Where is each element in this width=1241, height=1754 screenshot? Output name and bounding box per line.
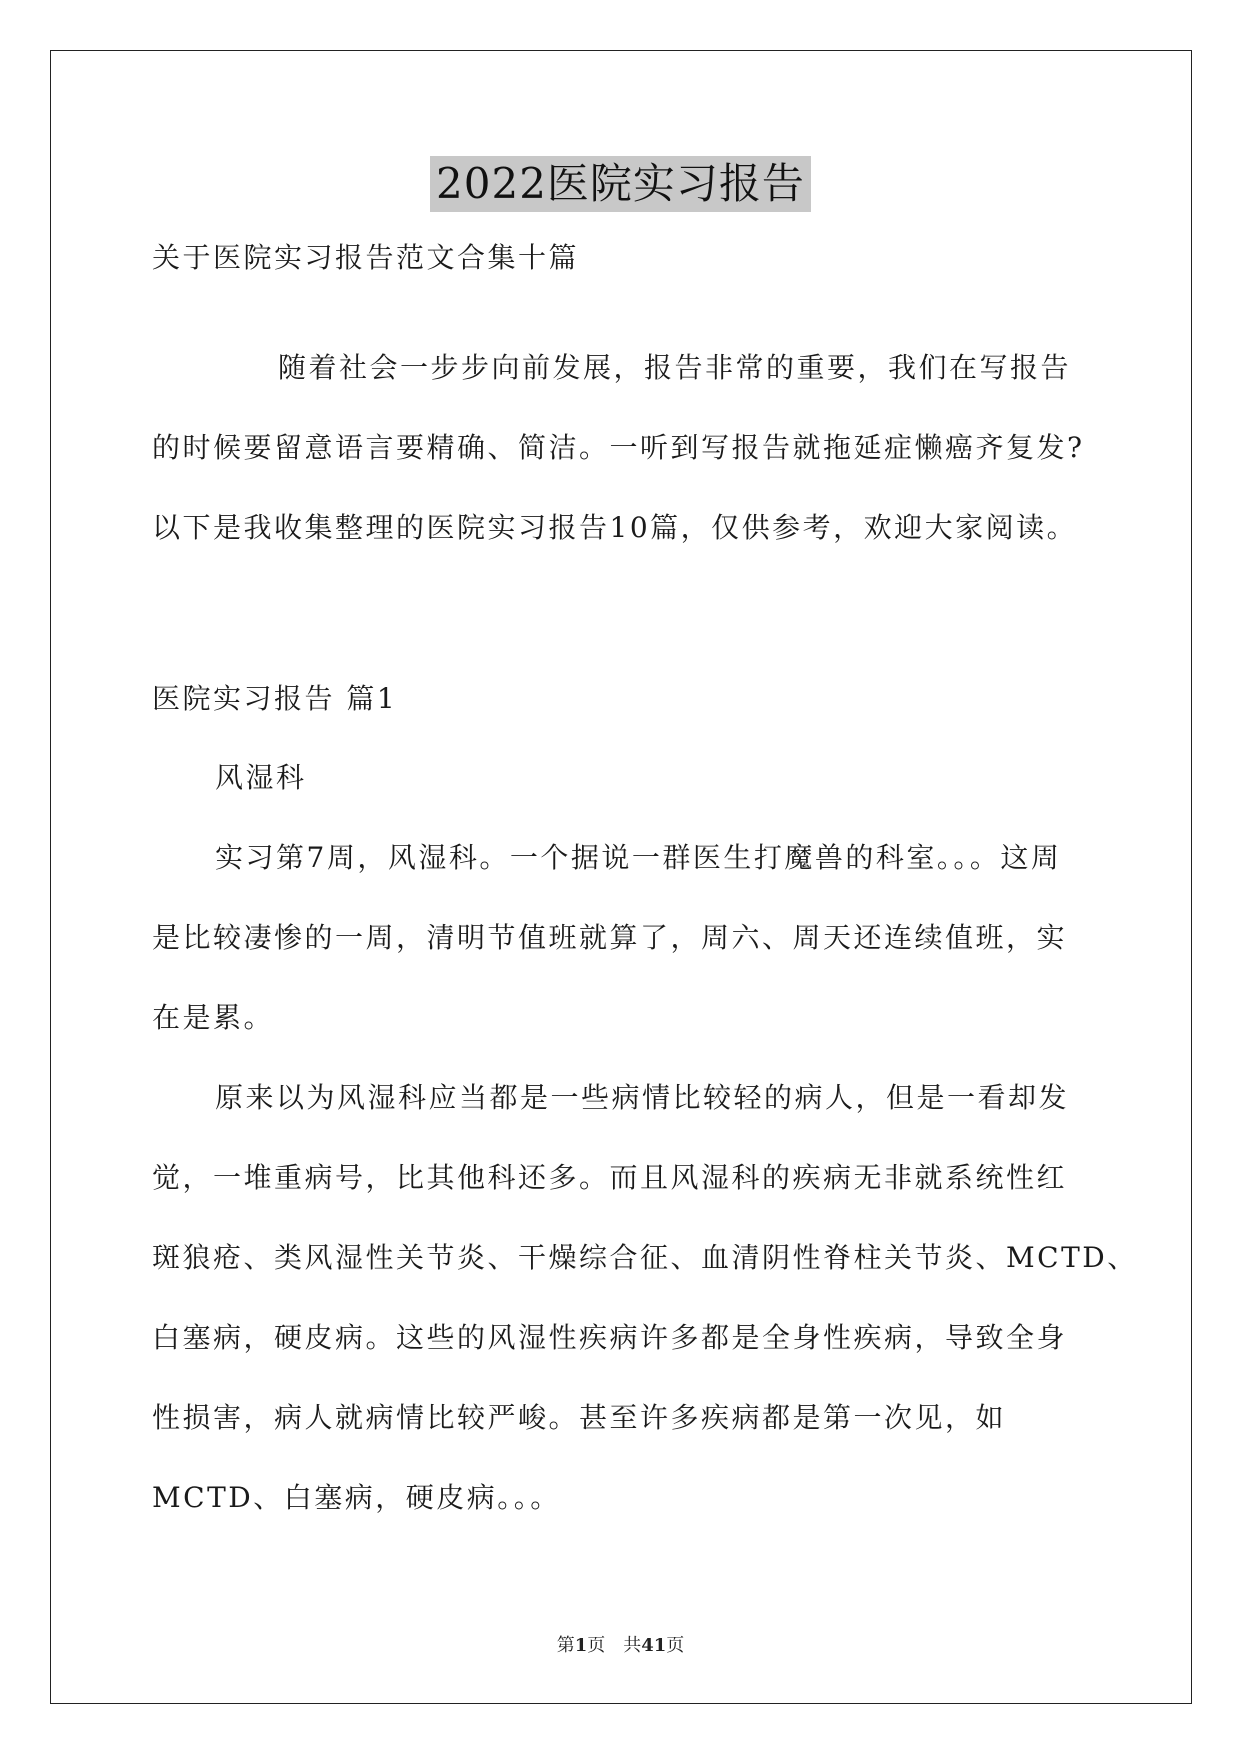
intro-line: 的时候要留意语言要精确、简洁。一听到写报告就拖延症懒癌齐复发? xyxy=(152,431,1085,464)
paragraph-line: MCTD、白塞病，硬皮病。。。 xyxy=(152,1481,561,1514)
paragraph-line: 斑狼疮、类风湿性关节炎、干燥综合征、血清阴性脊柱关节炎、MCTD、 xyxy=(152,1241,1138,1274)
paragraph-line: 觉，一堆重病号，比其他科还多。而且风湿科的疾病无非就系统性红 xyxy=(152,1161,1068,1194)
paragraph-line: 在是累。 xyxy=(152,1001,275,1034)
paragraph-line: 是比较凄惨的一周，清明节值班就算了，周六、周天还连续值班，实 xyxy=(152,921,1068,954)
paragraph-line: 白塞病，硬皮病。这些的风湿性疾病许多都是全身性疾病，导致全身 xyxy=(152,1321,1068,1354)
footer-page-current: 1 xyxy=(574,1635,588,1656)
paragraph-line: 实习第7周，风湿科。一个据说一群医生打魔兽的科室。。。这周 xyxy=(215,841,1062,874)
intro-line: 以下是我收集整理的医院实习报告10篇，仅供参考，欢迎大家阅读。 xyxy=(152,511,1078,544)
paragraph-line: 性损害，病人就病情比较严峻。甚至许多疾病都是第一次见，如 xyxy=(152,1401,1007,1434)
title-block xyxy=(0,156,1241,212)
intro-line: 随着社会一步步向前发展，报告非常的重要，我们在写报告 xyxy=(278,351,1072,384)
subtitle: 关于医院实习报告范文合集十篇 xyxy=(152,241,580,274)
footer-page-suffix: 页 xyxy=(666,1635,685,1656)
document-title: 2022医院实习报告 xyxy=(430,156,811,212)
department-heading: 风湿科 xyxy=(215,761,307,794)
paragraph-line: 原来以为风湿科应当都是一些病情比较轻的病人，但是一看却发 xyxy=(215,1081,1070,1114)
section-heading: 医院实习报告 篇1 xyxy=(152,682,398,715)
footer-page-prefix: 第 xyxy=(556,1635,575,1656)
footer-page-total: 41 xyxy=(641,1635,667,1656)
footer-page-mid: 页 共 xyxy=(587,1635,642,1656)
page-footer xyxy=(0,1631,1241,1657)
page-border xyxy=(50,50,1192,1704)
